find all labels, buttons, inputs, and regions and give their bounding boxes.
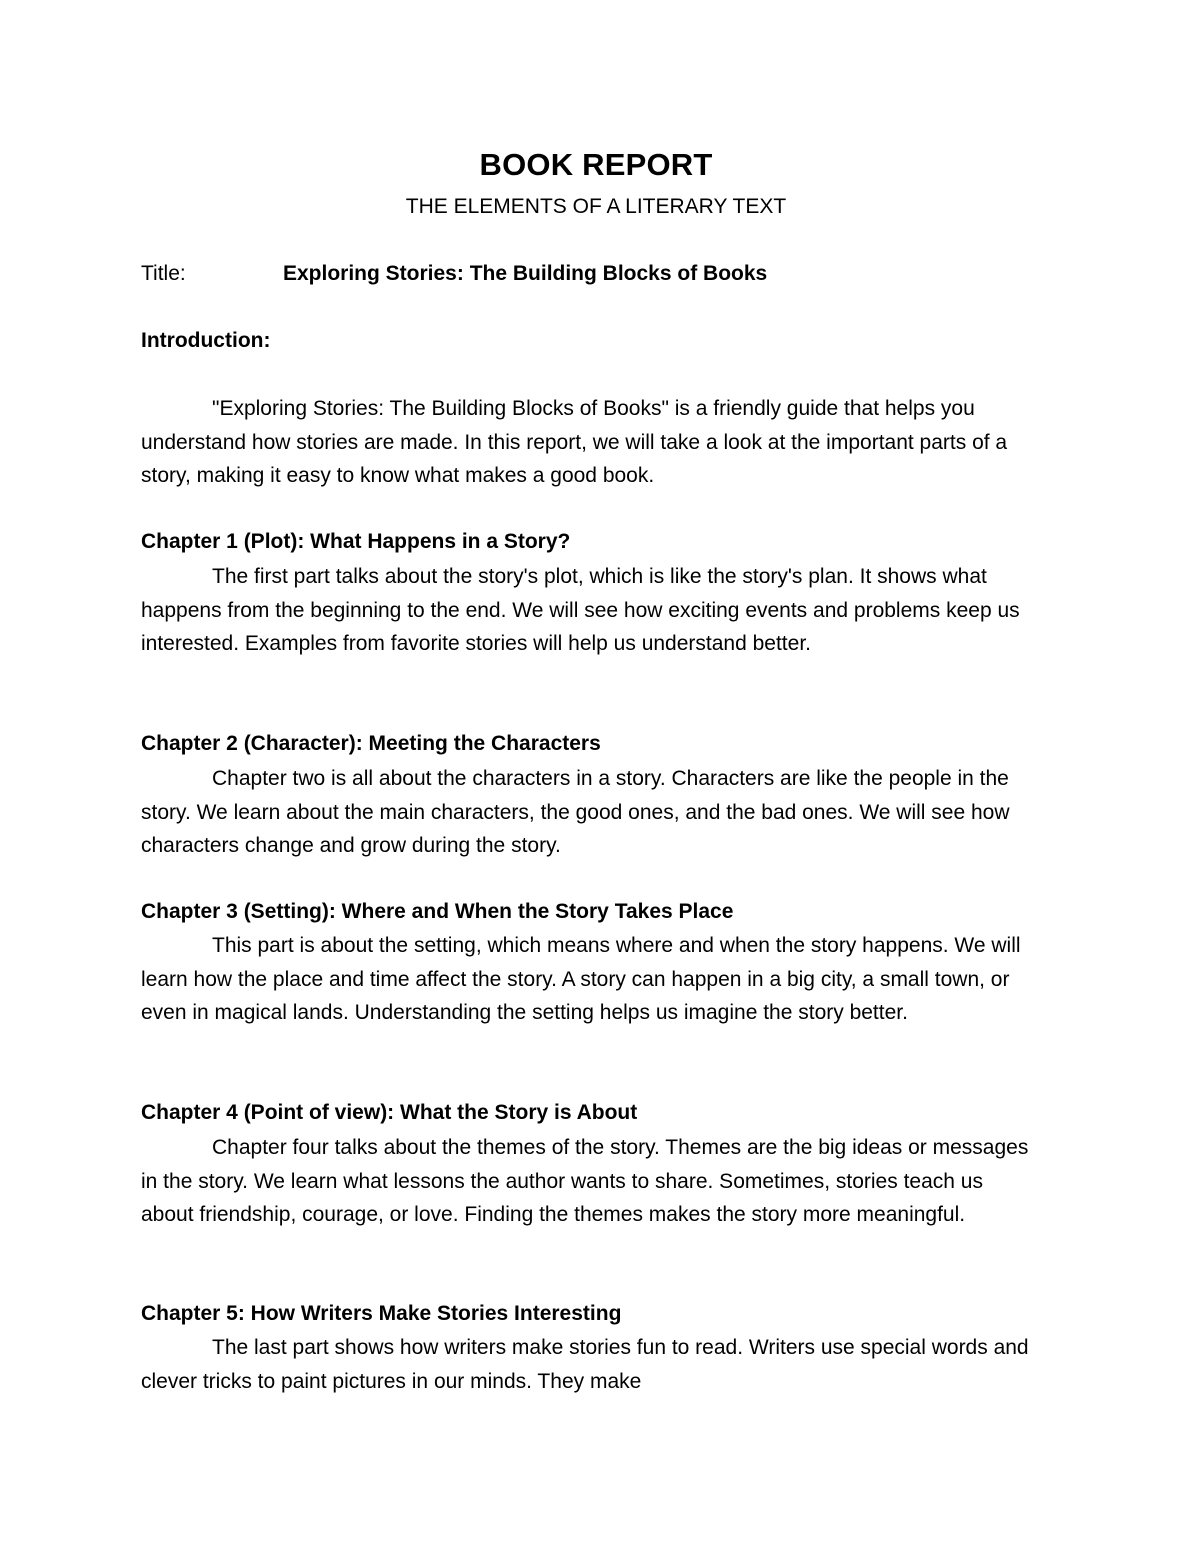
book-title-value: Exploring Stories: The Building Blocks of Books (283, 262, 768, 285)
book-title-row (141, 259, 1051, 289)
section-heading-chapter-5: Chapter 5: How Writers Make Stories Interesting (141, 1302, 622, 1325)
section-body-chapter-5: The last part shows how writers make stories fun to read. Writers use special words and clever tricks to paint pictures in our minds. They make (141, 1336, 1029, 1393)
section-body-introduction: "Exploring Stories: The Building Blocks of Books" is a friendly guide that helps you understand how stories are made. In this report, we will take a look at the important parts of a story, making it easy to know what makes a good book. (141, 397, 1008, 487)
section-heading-chapter-1: Chapter 1 (Plot): What Happens in a Story? (141, 530, 571, 553)
section-heading-introduction: Introduction: (141, 329, 271, 352)
book-title-label: Title: (141, 262, 186, 285)
section-heading-chapter-2: Chapter 2 (Character): Meeting the Characters (141, 732, 601, 755)
section-body-chapter-2: Chapter two is all about the characters in a story. Characters are like the people in the story. We learn about the main characters, the good ones, and the bad ones. We will see how characters change and grow during the story. (141, 767, 1010, 857)
section-heading-chapter-4: Chapter 4 (Point of view): What the Story is About (141, 1101, 638, 1124)
document-subtitle: THE ELEMENTS OF A LITERARY TEXT (405, 195, 787, 218)
section-body-chapter-1: The first part talks about the story's plot, which is like the story's plan. It shows what happens from the beginning to the end. We will see how exciting events and problems keep us interested. Examples from favorite stories will help us understand better. (141, 565, 1020, 655)
document-title: BOOK REPORT (479, 147, 713, 182)
section-heading-chapter-3: Chapter 3 (Setting): Where and When the Story Takes Place (141, 900, 734, 923)
section-body-chapter-4: Chapter four talks about the themes of the story. Themes are the big ideas or messages in the story. We learn what lessons the author wants to share. Sometimes, stories teach us about friendship, courage, or love. Finding the themes makes the story more meaningful. (141, 1136, 1029, 1226)
section-body-chapter-3: This part is about the setting, which means where and when the story happens. We will learn how the place and time affect the story. A story can happen in a big city, a small town, or even in magical lands. Understanding the setting helps us imagine the story better. (141, 934, 1021, 1024)
